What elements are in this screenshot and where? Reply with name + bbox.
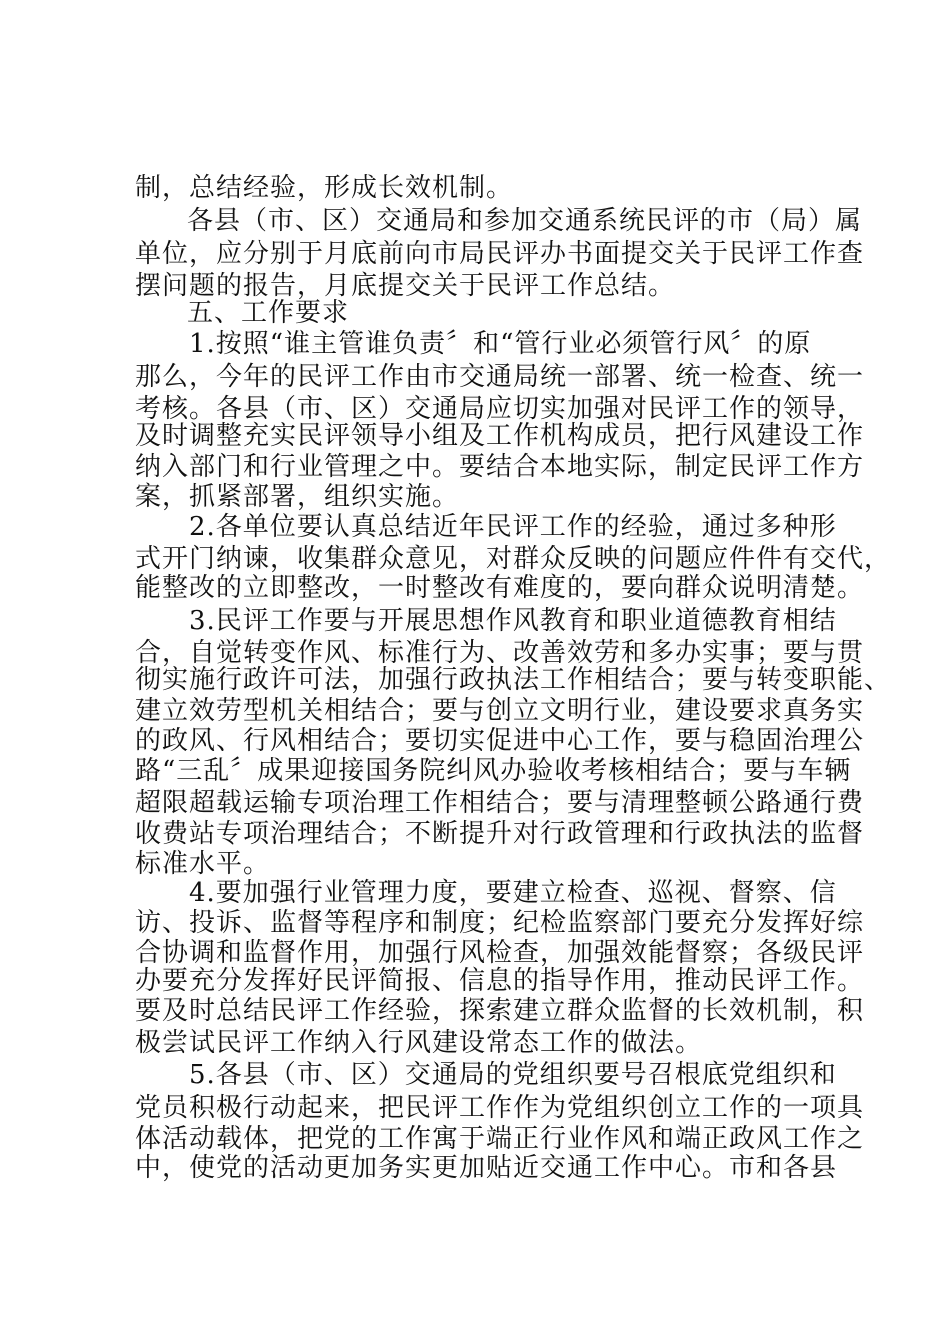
text-line: 纳入部门和行业管理之中。要结合本地实际，制定民评工作方 [135,452,865,482]
text-line: 制，总结经验，形成长效机制。 [135,173,514,203]
text-line: 办要充分发挥好民评简报、信息的指导作用，推动民评工作。 [135,966,865,996]
text-line: 1.按照“谁主管谁负责〞和“管行业必须管行风〞的原 [189,329,812,359]
text-line: 路“三乱〞成果迎接国务院纠风办验收考核相结合；要与车辆 [135,756,852,786]
text-line: 要及时总结民评工作经验，探索建立群众监督的长效机制，积 [135,996,865,1026]
text-line: 收费站专项治理结合；不断提升对行政管理和行政执法的监督 [135,819,865,849]
text-line: 建立效劳型机关相结合；要与创立文明行业，建设要求真务实 [135,696,865,726]
text-line: 考核。各县（市、区）交通局应切实加强对民评工作的领导， [135,394,865,424]
text-line: 标准水平。 [135,849,271,879]
text-line: 5.各县（市、区）交通局的党组织要号召根底党组织和 [189,1060,837,1090]
text-line: 摆问题的报告，月底提交关于民评工作总结。 [135,271,676,301]
text-line: 式开门纳谏，收集群众意见，对群众反映的问题应件件有交代， [135,544,892,574]
text-line: 党员积极行动起来，把民评工作作为党组织创立工作的一项具 [135,1093,865,1123]
text-line: 及时调整充实民评领导小组及工作机构成员，把行风建设工作 [135,421,865,451]
text-line: 中，使党的活动更加务实更加贴近交通工作中心。市和各县 [135,1153,838,1183]
text-line: 极尝试民评工作纳入行风建设常态工作的做法。 [135,1028,703,1058]
text-line: 单位，应分别于月底前向市局民评办书面提交关于民评工作查 [135,239,865,269]
text-line: 的政风、行风相结合；要切实促进中心工作，要与稳固治理公 [135,726,865,756]
text-line: 能整改的立即整改，一时整改有难度的，要向群众说明清楚。 [135,573,865,603]
text-line: 合，自觉转变作风、标准行为、改善效劳和多办实事；要与贯 [135,638,865,668]
text-line: 超限超载运输专项治理工作相结合；要与清理整顿公路通行费 [135,788,865,818]
text-line: 合协调和监督作用，加强行风检查，加强效能督察；各级民评 [135,938,865,968]
text-line: 彻实施行政许可法，加强行政执法工作相结合；要与转变职能、 [135,665,892,695]
text-line: 访、投诉、监督等程序和制度；纪检监察部门要充分发挥好综 [135,908,865,938]
text-line: 各县（市、区）交通局和参加交通系统民评的市（局）属 [187,206,863,236]
text-line: 2.各单位要认真总结近年民评工作的经验，通过多种形 [189,512,837,542]
section-heading: 五、工作要求 [187,298,350,328]
text-line: 案，抓紧部署，组织实施。 [135,482,460,512]
text-line: 体活动载体，把党的工作寓于端正行业作风和端正政风工作之 [135,1124,865,1154]
text-line: 那么，今年的民评工作由市交通局统一部署、统一检查、统一 [135,362,865,392]
text-line: 4.要加强行业管理力度，要建立检查、巡视、督察、信 [189,878,837,908]
text-line: 3.民评工作要与开展思想作风教育和职业道德教育相结 [189,606,837,636]
